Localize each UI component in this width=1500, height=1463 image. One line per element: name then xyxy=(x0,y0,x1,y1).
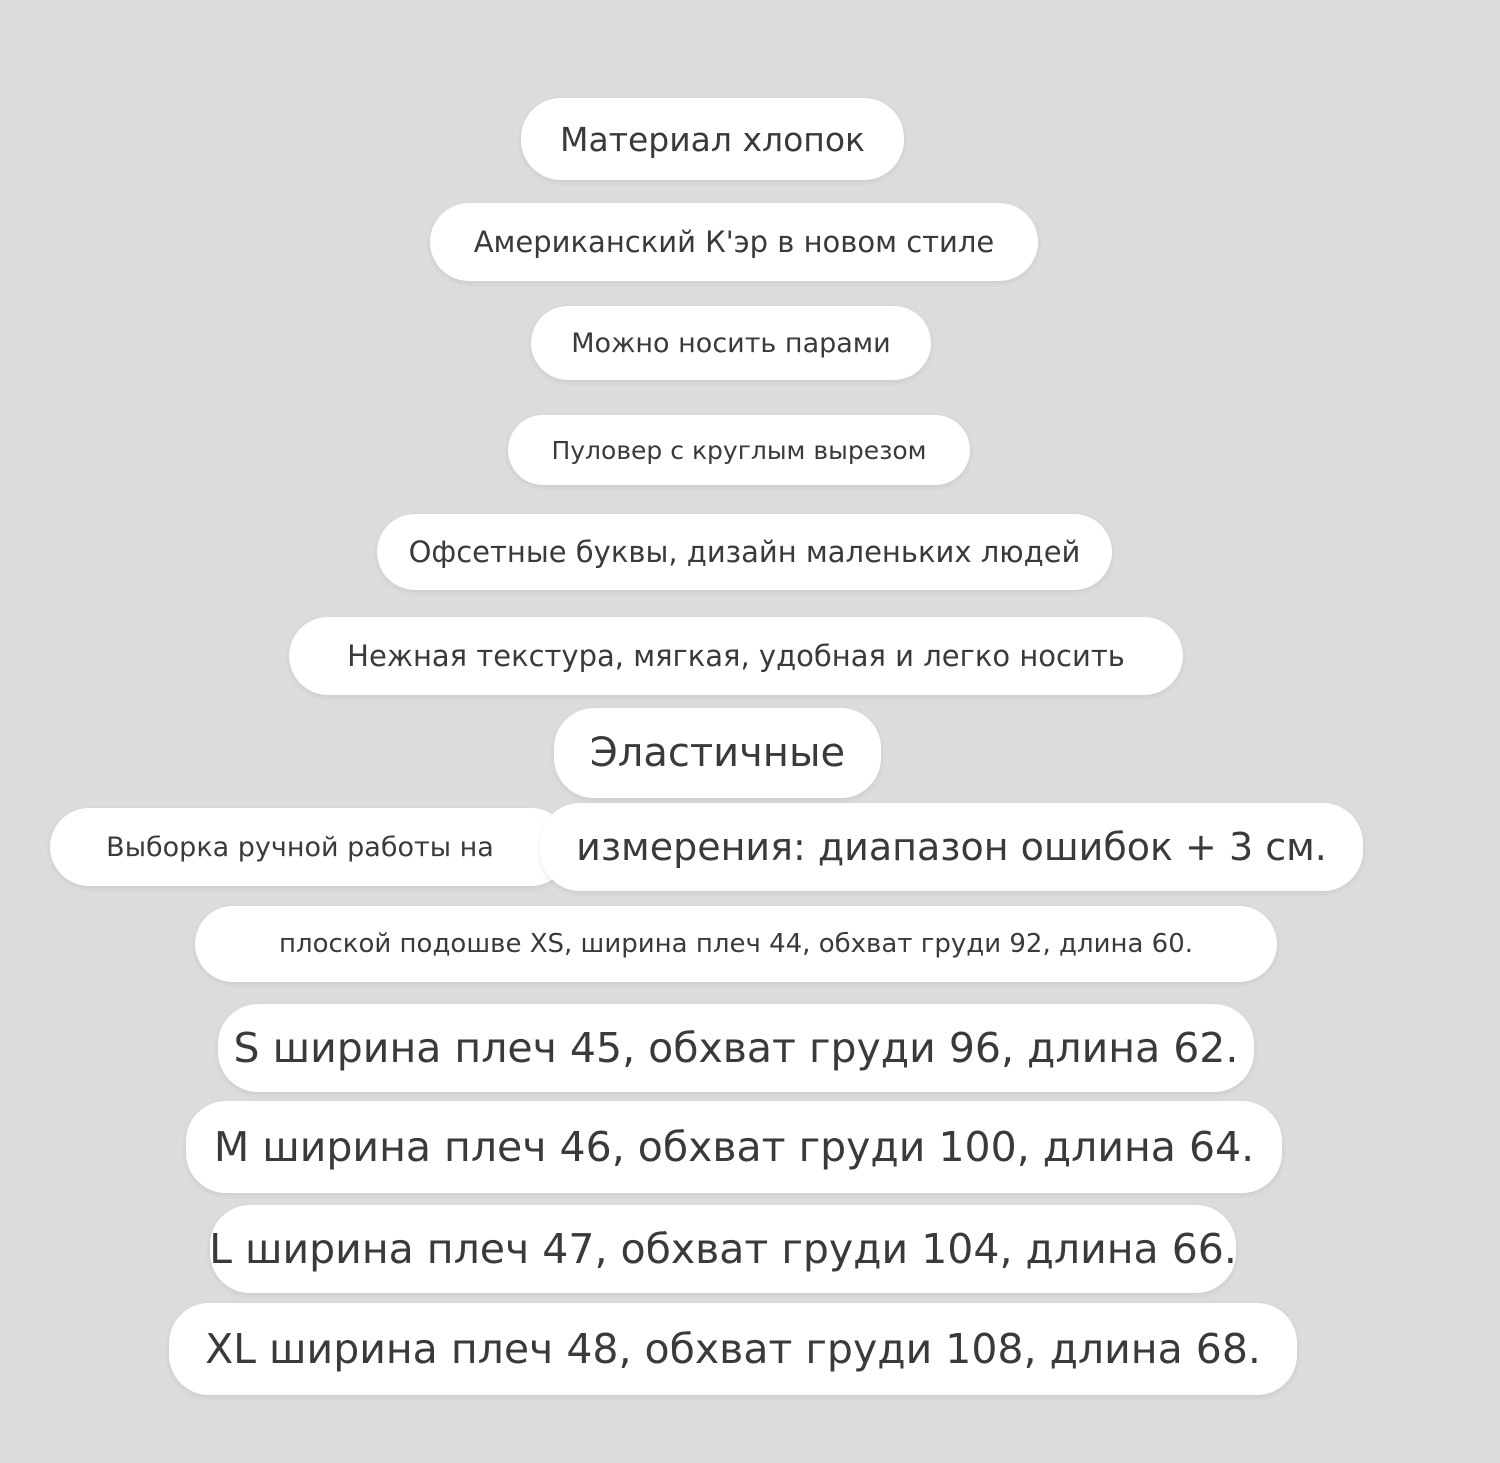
size-xl-row: XL ширина плеч 48, обхват груди 108, длина 68. xyxy=(169,1303,1297,1395)
style-label: Американский К'эр в новом стиле xyxy=(430,203,1038,281)
pairs-label: Можно носить парами xyxy=(531,306,931,380)
elastic-label: Эластичные xyxy=(554,708,881,798)
design-label: Офсетные буквы, дизайн маленьких людей xyxy=(377,514,1112,590)
measurement-note-right: измерения: диапазон ошибок + 3 см. xyxy=(540,803,1363,891)
texture-label: Нежная текстура, мягкая, удобная и легко носить xyxy=(289,617,1183,695)
size-s-row: S ширина плеч 45, обхват груди 96, длина 62. xyxy=(218,1004,1254,1092)
size-m-row: M ширина плеч 46, обхват груди 100, длина 64. xyxy=(186,1101,1282,1193)
material-label: Материал хлопок xyxy=(521,98,904,180)
measurement-note-left: Выборка ручной работы на xyxy=(50,808,570,886)
size-l-row: L ширина плеч 47, обхват груди 104, длина 66. xyxy=(210,1205,1236,1293)
neckline-label: Пуловер с круглым вырезом xyxy=(508,415,970,485)
size-xs-row: плоской подошве XS, ширина плеч 44, обхват груди 92, длина 60. xyxy=(195,906,1277,982)
